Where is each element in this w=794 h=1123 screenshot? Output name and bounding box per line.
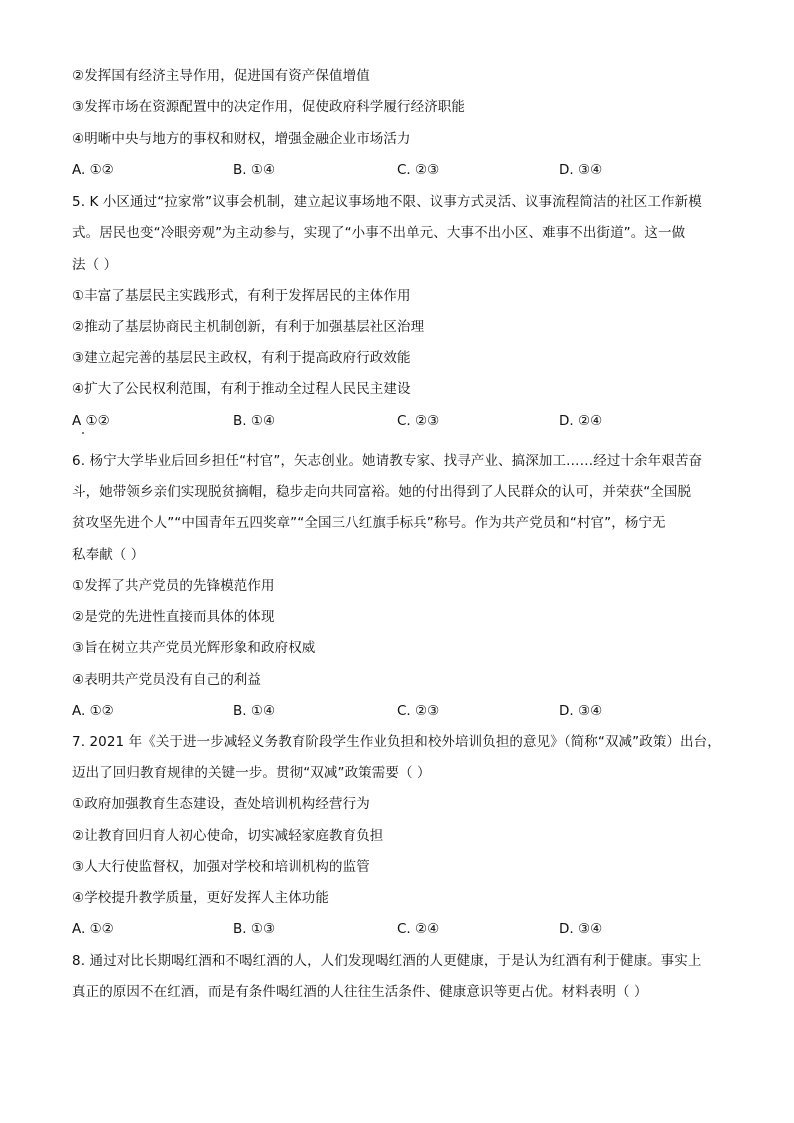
q4-option-a: A. ①② [72,162,114,178]
q5-stem-line-3: 法（ ） [72,257,118,273]
q7-options [72,919,732,939]
q5-item-3: ③建立起完善的基层民主政权，有利于提高政府行政效能 [72,350,411,366]
q5-stem-line-1: 5. K 小区通过“拉家常”议事会机制，建立起议事场地不限、议事方式灵活、议事流程简洁的社区工作新模 [72,194,702,210]
q7-option-d: D. ③④ [559,921,603,937]
q4-option-c: C. ②③ [397,162,440,178]
q7-stem-line-2: 迈出了回归教育规律的关键一步。贯彻“双减”政策需要（ ） [72,765,431,781]
q7-stem-line-1: 7. 2021 年《关于进一步减轻义务教育阶段学生作业负担和校外培训负担的意见》（简称“双减”政策）出台， [72,734,721,750]
q6-option-a: A. ①② [72,703,114,719]
q5-item-2: ②推动了基层协商民主机制创新，有利于加强基层社区治理 [72,319,425,335]
q7-item-4: ④学校提升教学质量，更好发挥人主体功能 [72,890,330,906]
q4-options [72,160,732,180]
q7-option-c: C. ②④ [397,921,440,937]
q5-item-4: ④扩大了公民权利范围，有利于推动全过程人民民主建设 [72,381,411,397]
q5-option-d: D. ②④ [559,413,603,429]
q6-stem-line-2: 斗，她带领乡亲们实现脱贫摘帽，稳步走向共同富裕。她的付出得到了人民群众的认可，并荣获“全国脱 [72,484,692,500]
q6-item-4: ④表明共产党员没有自己的利益 [72,672,262,688]
q5-option-a: A ①② [72,413,110,429]
q7-item-2: ②让教育回归育人初心使命，切实减轻家庭教育负担 [72,828,384,844]
q6-option-b: B. ①④ [233,703,276,719]
q6-stem-line-4: 私奉献（ ） [72,547,145,563]
q7-item-3: ③人大行使监督权，加强对学校和培训机构的监管 [72,859,370,875]
q6-stem-line-1: 6. 杨宁大学毕业后回乡担任“村官”，矢志创业。她请教专家、找寻产业、搞深加工……经过十余年艰苦奋 [72,453,703,469]
stray-dot [82,432,84,434]
q7-option-b: B. ①③ [233,921,276,937]
q6-item-1: ①发挥了共产党员的先锋模范作用 [72,578,275,594]
q6-option-c: C. ②③ [397,703,440,719]
q7-item-1: ①政府加强教育生态建设，查处培训机构经营行为 [72,796,370,812]
q8-stem-line-2: 真正的原因不在红酒，而是有条件喝红酒的人往往生活条件、健康意识等更占优。材料表明（ ） [72,984,648,1000]
q5-stem-line-2: 式。居民也变“冷眼旁观”为主动参与，实现了“小事不出单元、大事不出小区、难事不出街道”。这一做 [72,225,686,241]
q5-item-1: ①丰富了基层民主实践形式，有利于发挥居民的主体作用 [72,288,411,304]
q4-option-d: D. ③④ [559,162,603,178]
q4-item-4: ④明晰中央与地方的事权和财权，增强金融企业市场活力 [72,131,411,147]
q7-option-a: A. ①② [72,921,114,937]
q6-stem-line-3: 贫攻坚先进个人”“中国青年五四奖章”“全国三八红旗手标兵”称号。作为共产党员和“村官”，杨宁无 [72,515,666,531]
q4-item-3: ③发挥市场在资源配置中的决定作用，促使政府科学履行经济职能 [72,99,466,115]
q6-options [72,701,732,721]
q4-option-b: B. ①④ [233,162,276,178]
q6-item-2: ②是党的先进性直接而具体的体现 [72,609,275,625]
q5-options [72,411,732,431]
q6-item-3: ③旨在树立共产党员光辉形象和政府权威 [72,640,316,656]
q8-stem-line-1: 8. 通过对比长期喝红酒和不喝红酒的人，人们发现喝红酒的人更健康，于是认为红酒有利于健康。事实上 [72,953,702,969]
q5-option-c: C. ②③ [397,413,440,429]
q5-option-b: B. ①④ [233,413,276,429]
q4-item-2: ②发挥国有经济主导作用，促进国有资产保值增值 [72,68,370,84]
q6-option-d: D. ③④ [559,703,603,719]
